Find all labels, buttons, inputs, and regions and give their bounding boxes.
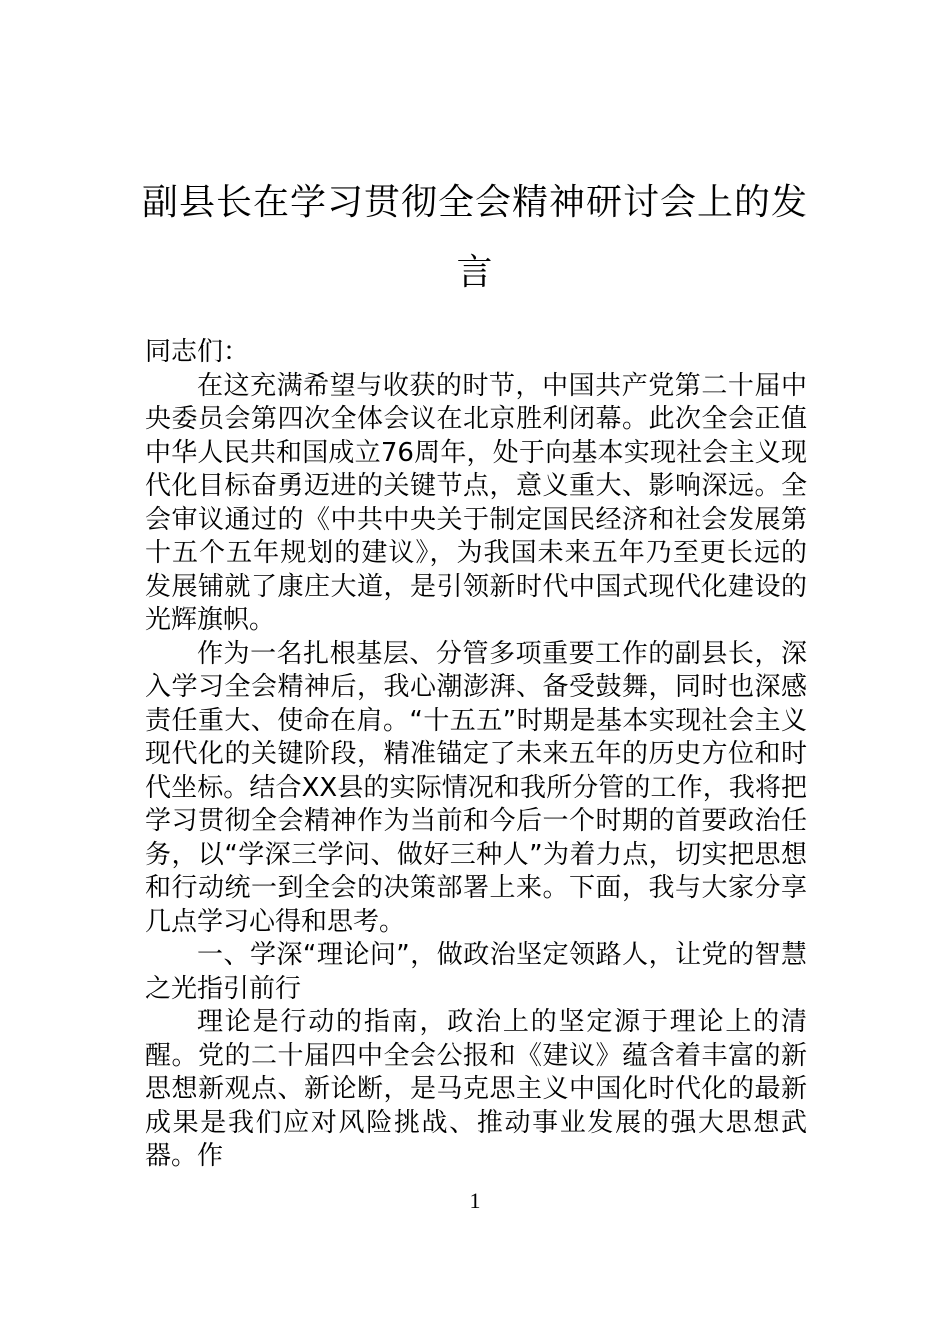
salutation: 同志们： [145, 337, 250, 367]
document-body [145, 336, 807, 1174]
paragraph-2: 作为一名扎根基层、分管多项重要工作的副县长，深入学习全会精神后，我心潮澎湃、备受鼓舞，同时也深感责任重大、使命在肩。“十五五”时期是基本实现社会主义现代化的关键阶段，精准锚定了未来五年的历史方位和时代坐标。结合XX县的实际情况和我所分管的工作，我将把学习贯彻全会精神作为当前和今后一个时期的首要政治任务，以“学深三学问、做好三种人”为着力点，切实把思想和行动统一到全会的决策部署上来。下面，我与大家分享几点学习心得和思考。 [145, 638, 807, 937]
document-title: 副县长在学习贯彻全会精神研讨会上的发言 [141, 182, 808, 293]
paragraph-1: 在这充满希望与收获的时节，中国共产党第二十届中央委员会第四次全体会议在北京胜利闭幕。此次全会正值中华人民共和国成立76周年，处于向基本实现社会主义现代化目标奋勇迈进的关键节点，意义重大、影响深远。全会审议通过的《中共中央关于制定国民经济和社会发展第十五个五年规划的建议》，为我国未来五年乃至更长远的发展铺就了康庄大道，是引领新时代中国式现代化建设的光辉旗帜。 [145, 370, 807, 635]
paragraph-3: 理论是行动的指南，政治上的坚定源于理论上的清醒。党的二十届四中全会公报和《建议》蕴含着丰富的新思想新观点、新论断，是马克思主义中国化时代化的最新成果是我们应对风险挑战、推动事业发展的强大思想武器。作 [145, 1007, 807, 1171]
section-heading-1: 一、学深“理论问”，做政治坚定领路人，让党的智慧之光指引前行 [145, 940, 807, 1004]
page-number: 1 [469, 1188, 481, 1213]
